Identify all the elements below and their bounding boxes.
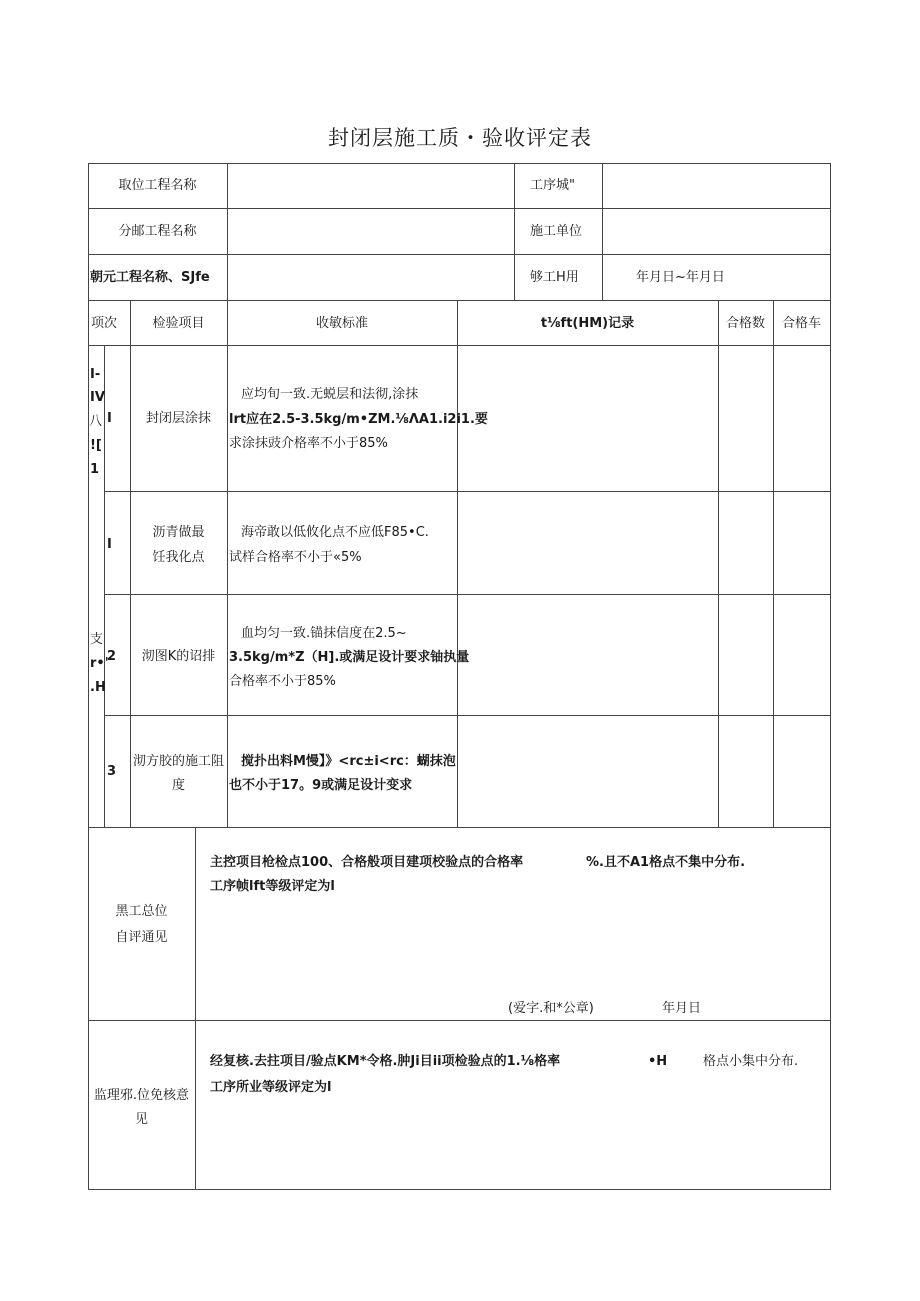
unit-project-label: 取位工程名称 xyxy=(118,178,197,193)
acceptance-standard-line: 3.5kg/m*Z（H].或满足设计要求铀执量 xyxy=(229,650,470,665)
supervision-label: 见 xyxy=(134,1112,148,1127)
work-date-label: 够工H用 xyxy=(530,270,579,285)
col-qualified-count: 合格数 xyxy=(725,316,765,331)
work-date-value: 年月日~年月日 xyxy=(636,270,725,285)
acceptance-standard-line: lrt应在2.5-3.5kg/m•ZM.⅛ΛA1.i2i1.要 xyxy=(229,412,488,427)
element-project-label: 朝元工程名称、SJfe xyxy=(90,270,210,285)
item-number: I xyxy=(107,411,112,426)
col-item-no: 项次 xyxy=(91,316,118,331)
item-number: 3 xyxy=(107,764,117,779)
inspection-item-name: 沏图K的诏排 xyxy=(141,649,216,664)
supervision-label: 监理邪.位免核意 xyxy=(93,1088,190,1103)
page-title: 封闭层施工质・验收评定表 xyxy=(328,126,592,150)
process-label: 工序城" xyxy=(530,178,575,193)
inspection-item-name: 封闭层涂抹 xyxy=(145,411,211,426)
self-eval-signature: (爱字.和*公章) xyxy=(508,1001,594,1016)
self-eval-label: 黑工总位 xyxy=(115,904,168,919)
supervision-grade: 工序所业等级评定为l xyxy=(210,1080,332,1095)
acceptance-standard-line: 求涂抹豉介格率不小于85% xyxy=(229,436,388,451)
col-qualified-rate: 合格车 xyxy=(781,316,821,331)
acceptance-standard-line: 合格率不小于85% xyxy=(229,674,336,689)
inspection-item-name: 沥青做最 xyxy=(152,525,205,540)
item-number: I xyxy=(107,537,112,552)
supervision-text: 格点小集中分布. xyxy=(703,1054,799,1069)
acceptance-standard-line: 应均旬一致.无蜕层和法彻,涂抹 xyxy=(241,387,419,402)
sub-project-label: 分邮工程名称 xyxy=(118,224,197,239)
self-eval-text: 主控项目枪检点100、合格般项目建项校验点的合格率 xyxy=(210,855,524,870)
inspection-item-name: 度 xyxy=(171,778,185,793)
col-acceptance-standard: 收敏标准 xyxy=(315,316,368,331)
inspection-item-name: 饪我化点 xyxy=(152,550,205,565)
self-eval-date: 年月日 xyxy=(662,1001,702,1016)
col-check-record: t⅛ft(HM)记录 xyxy=(540,316,635,331)
supervision-text: •H xyxy=(648,1054,668,1069)
inspection-item-name: 沏方胶的施工阻 xyxy=(132,754,224,769)
supervision-text: 经复核.去拄项目/验点KM*令格.肿Ji目ii项检验点的1.⅛格率 xyxy=(210,1054,561,1069)
self-eval-label: 自评通见 xyxy=(115,930,168,945)
self-eval-text: %.且不A1格点不集中分布. xyxy=(586,855,746,870)
acceptance-standard-line: 海帝敢以低攸化点不应低F85•C. xyxy=(241,525,429,540)
construction-unit-label: 施工单位 xyxy=(530,224,583,239)
self-eval-grade: 工序帧lft等级评定为l xyxy=(210,879,335,894)
acceptance-standard-line: 搅扑出料M慢】》<rc±i<rc：蝴抹泡 xyxy=(241,754,456,769)
item-number: 2 xyxy=(107,649,117,664)
acceptance-standard-line: 也不小于17。9或满足设计变求 xyxy=(229,778,413,793)
col-inspection-item: 检验项目 xyxy=(152,316,205,331)
acceptance-standard-line: 试样合格率不小于«5% xyxy=(229,550,362,565)
acceptance-standard-line: 血均匀一致.锚抹信度在2.5~ xyxy=(241,626,407,641)
